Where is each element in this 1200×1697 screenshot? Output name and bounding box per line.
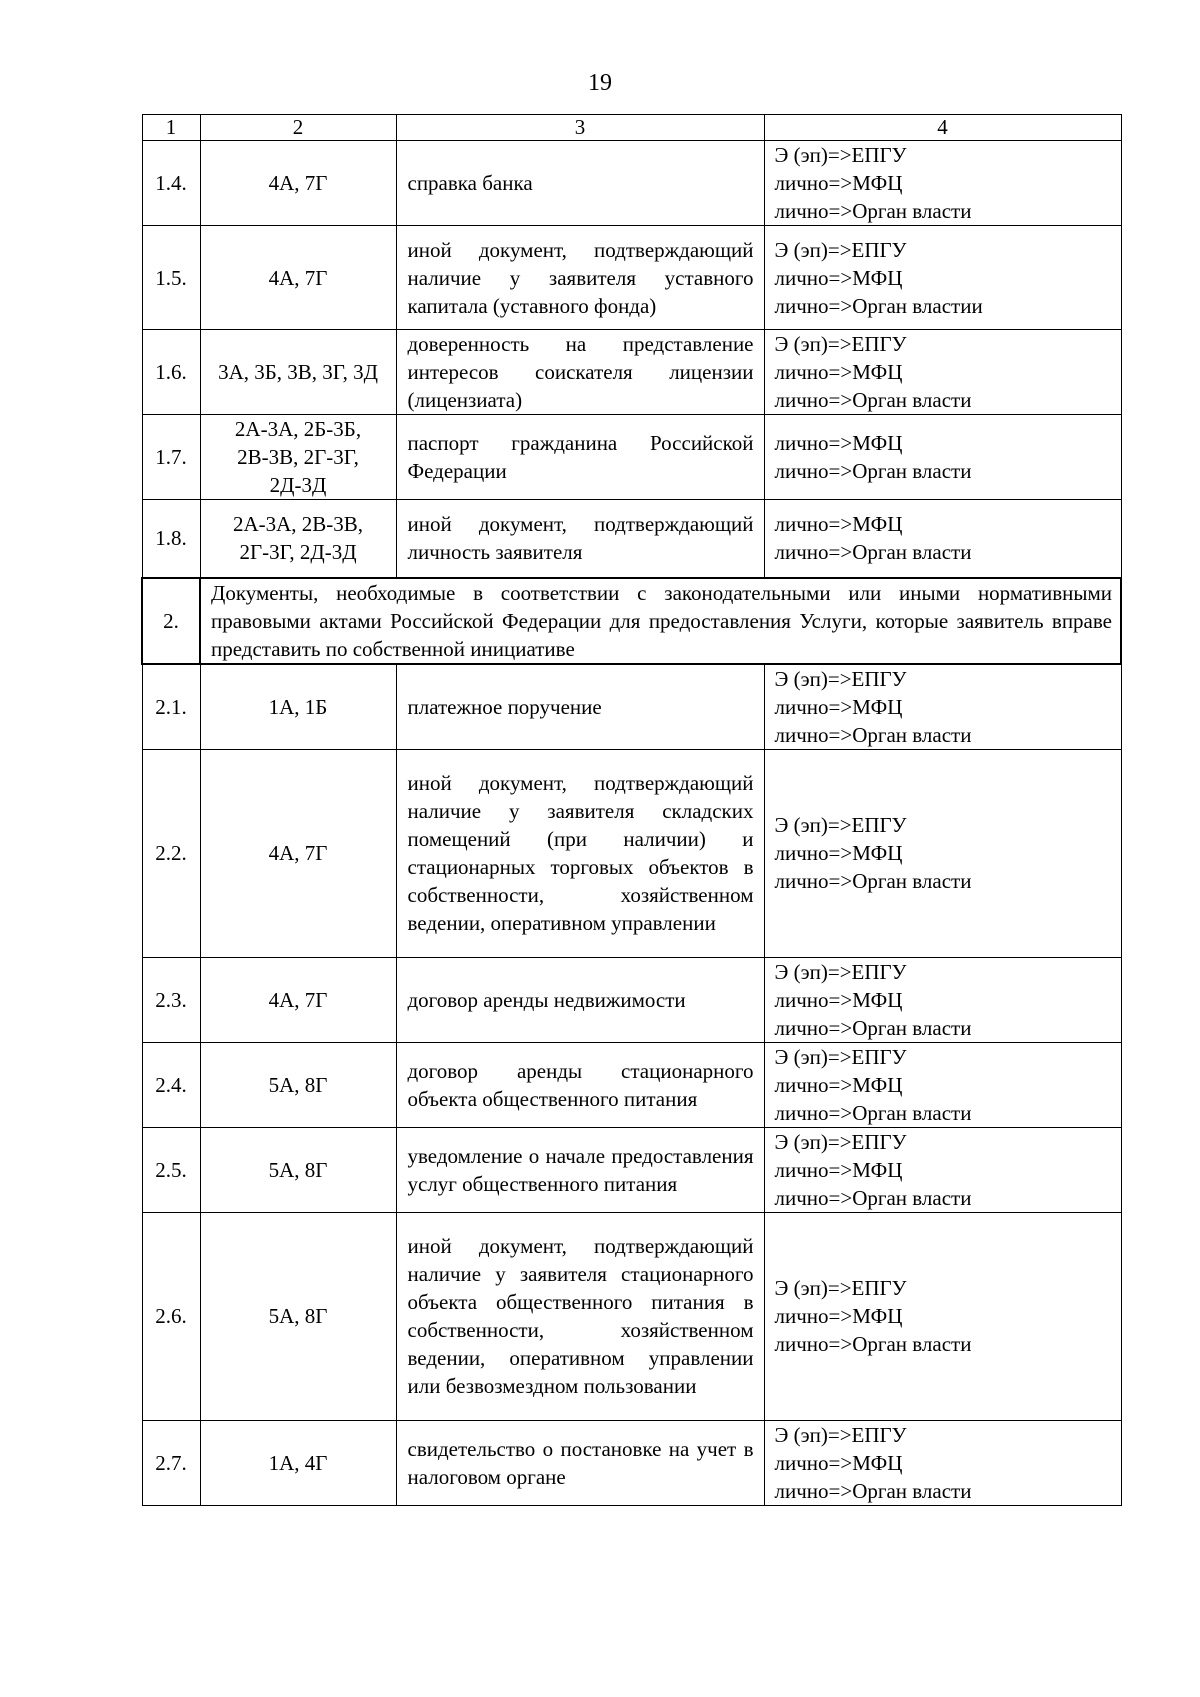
channel-line: лично=>Орган власти: [774, 199, 972, 223]
row-number: 1.5.: [142, 226, 200, 330]
channel-line: лично=>МФЦ: [774, 265, 903, 290]
applicant-codes: 2А-3А, 2Б-3Б, 2В-3В, 2Г-3Г, 2Д-3Д: [200, 415, 396, 500]
row-number: 2.6.: [142, 1212, 200, 1420]
channel-line: лично=>Орган власти: [774, 388, 972, 412]
channel-line: лично=>Орган власти: [774, 459, 972, 483]
submission-channels: [764, 1127, 1121, 1212]
channel-line: лично=>Орган власти: [774, 1015, 972, 1040]
channel-line: лично=>МФЦ: [774, 1304, 903, 1328]
document-description: иной документ, подтверждающий наличие у заявителя стационарного объекта общественного питания в собственности, хозяйственном ведении, оперативном управлении или безвозмездном пользовании: [396, 1212, 764, 1420]
document-description: договор аренды стационарного объекта общественного питания: [396, 1042, 764, 1127]
channel-line: лично=>МФЦ: [774, 1072, 903, 1097]
row-number: 2.1.: [142, 664, 200, 750]
table-row: [142, 415, 1121, 500]
table-row: [142, 141, 1121, 226]
document-description: свидетельство о постановке на учет в налоговом органе: [396, 1420, 764, 1505]
channel-line: Э (эп)=>ЕПГУ: [774, 666, 907, 691]
submission-channels: [764, 1420, 1121, 1505]
row-number: 1.7.: [142, 415, 200, 500]
table-row: [142, 500, 1121, 578]
channel-line: лично=>Орган власти: [774, 869, 972, 893]
channel-line: Э (эп)=>ЕПГУ: [774, 813, 907, 837]
column-header: 3: [396, 115, 764, 141]
page-number: 19: [588, 70, 612, 96]
channel-line: Э (эп)=>ЕПГУ: [774, 1044, 907, 1069]
section-title: Документы, необходимые в соответствии с законодательными или иными нормативными правовыми актами Российской Федерации для предоставления Услуги, которые заявитель вправе представить по собственной инициативе: [200, 578, 1121, 664]
table-row: [142, 226, 1121, 330]
submission-channels: [764, 226, 1121, 330]
channel-line: Э (эп)=>ЕПГУ: [774, 959, 907, 984]
applicant-codes: 5А, 8Г: [200, 1127, 396, 1212]
document-description: паспорт гражданина Российской Федерации: [396, 415, 764, 500]
row-number: 1.8.: [142, 500, 200, 578]
channel-line: лично=>Орган власти: [774, 540, 972, 565]
submission-channels: [764, 141, 1121, 226]
channel-line: лично=>Орган власти: [774, 722, 972, 747]
channel-line: лично=>МФЦ: [774, 1450, 903, 1475]
channel-line: Э (эп)=>ЕПГУ: [774, 332, 907, 356]
applicant-codes: 1А, 1Б: [200, 664, 396, 750]
section-row: [142, 578, 1121, 664]
submission-channels: [764, 415, 1121, 500]
channel-line: Э (эп)=>ЕПГУ: [774, 1276, 907, 1300]
submission-channels: [764, 1042, 1121, 1127]
applicant-codes: 5А, 8Г: [200, 1042, 396, 1127]
row-number: 2.2.: [142, 749, 200, 957]
applicant-codes: 2А-3А, 2В-3В, 2Г-3Г, 2Д-3Д: [200, 500, 396, 578]
document-description: справка банка: [396, 141, 764, 226]
document-description: уведомление о начале предоставления услуг общественного питания: [396, 1127, 764, 1212]
section-number: 2.: [142, 578, 200, 664]
channel-line: Э (эп)=>ЕПГУ: [774, 143, 907, 167]
document-description: договор аренды недвижимости: [396, 957, 764, 1042]
channel-line: лично=>МФЦ: [774, 1157, 903, 1182]
channel-line: лично=>Орган власти: [774, 1100, 972, 1125]
table-row: [142, 330, 1121, 415]
channel-line: лично=>Орган власти: [774, 1478, 972, 1503]
submission-channels: [764, 330, 1121, 415]
row-number: 2.5.: [142, 1127, 200, 1212]
channel-line: лично=>МФЦ: [774, 987, 903, 1012]
applicant-codes: 4А, 7Г: [200, 141, 396, 226]
applicant-codes: 4А, 7Г: [200, 957, 396, 1042]
row-number: 2.3.: [142, 957, 200, 1042]
applicant-codes: 5А, 8Г: [200, 1212, 396, 1420]
table-row: [142, 749, 1121, 957]
document-description: иной документ, подтверждающий личность заявителя: [396, 500, 764, 578]
row-number: 1.6.: [142, 330, 200, 415]
channel-line: лично=>МФЦ: [774, 360, 903, 384]
applicant-codes: 4А, 7Г: [200, 749, 396, 957]
column-header: 1: [142, 115, 200, 141]
document-description: иной документ, подтверждающий наличие у заявителя складских помещений (при наличии) и стационарных торговых объектов в собственности, хозяйственном ведении, оперативном управлении: [396, 749, 764, 957]
documents-table: [141, 114, 1122, 1506]
column-header: 4: [764, 115, 1121, 141]
table-row: [142, 1212, 1121, 1420]
channel-line: лично=>МФЦ: [774, 171, 903, 195]
channel-line: лично=>Орган властии: [774, 293, 983, 318]
submission-channels: [764, 749, 1121, 957]
column-header: 2: [200, 115, 396, 141]
applicant-codes: 1А, 4Г: [200, 1420, 396, 1505]
table-row: [142, 1042, 1121, 1127]
channel-line: лично=>Орган власти: [774, 1332, 972, 1356]
applicant-codes: 3А, 3Б, 3В, 3Г, 3Д: [200, 330, 396, 415]
row-number: 1.4.: [142, 141, 200, 226]
table-row: [142, 1127, 1121, 1212]
document-description: доверенность на представление интересов соискателя лицензии (лицензиата): [396, 330, 764, 415]
table-row: [142, 1420, 1121, 1505]
table-header-row: [142, 115, 1121, 141]
document-description: платежное поручение: [396, 664, 764, 750]
channel-line: Э (эп)=>ЕПГУ: [774, 1129, 907, 1154]
submission-channels: [764, 1212, 1121, 1420]
submission-channels: [764, 500, 1121, 578]
table-row: [142, 957, 1121, 1042]
submission-channels: [764, 664, 1121, 750]
channel-line: Э (эп)=>ЕПГУ: [774, 1422, 907, 1447]
channel-line: лично=>Орган власти: [774, 1185, 972, 1210]
applicant-codes: 4А, 7Г: [200, 226, 396, 330]
channel-line: лично=>МФЦ: [774, 841, 903, 865]
table-row: [142, 664, 1121, 750]
row-number: 2.4.: [142, 1042, 200, 1127]
document-description: иной документ, подтверждающий наличие у заявителя уставного капитала (уставного фонда): [396, 226, 764, 330]
channel-line: лично=>МФЦ: [774, 694, 903, 719]
row-number: 2.7.: [142, 1420, 200, 1505]
channel-line: Э (эп)=>ЕПГУ: [774, 237, 907, 262]
channel-line: лично=>МФЦ: [774, 431, 903, 455]
submission-channels: [764, 957, 1121, 1042]
channel-line: лично=>МФЦ: [774, 512, 903, 537]
